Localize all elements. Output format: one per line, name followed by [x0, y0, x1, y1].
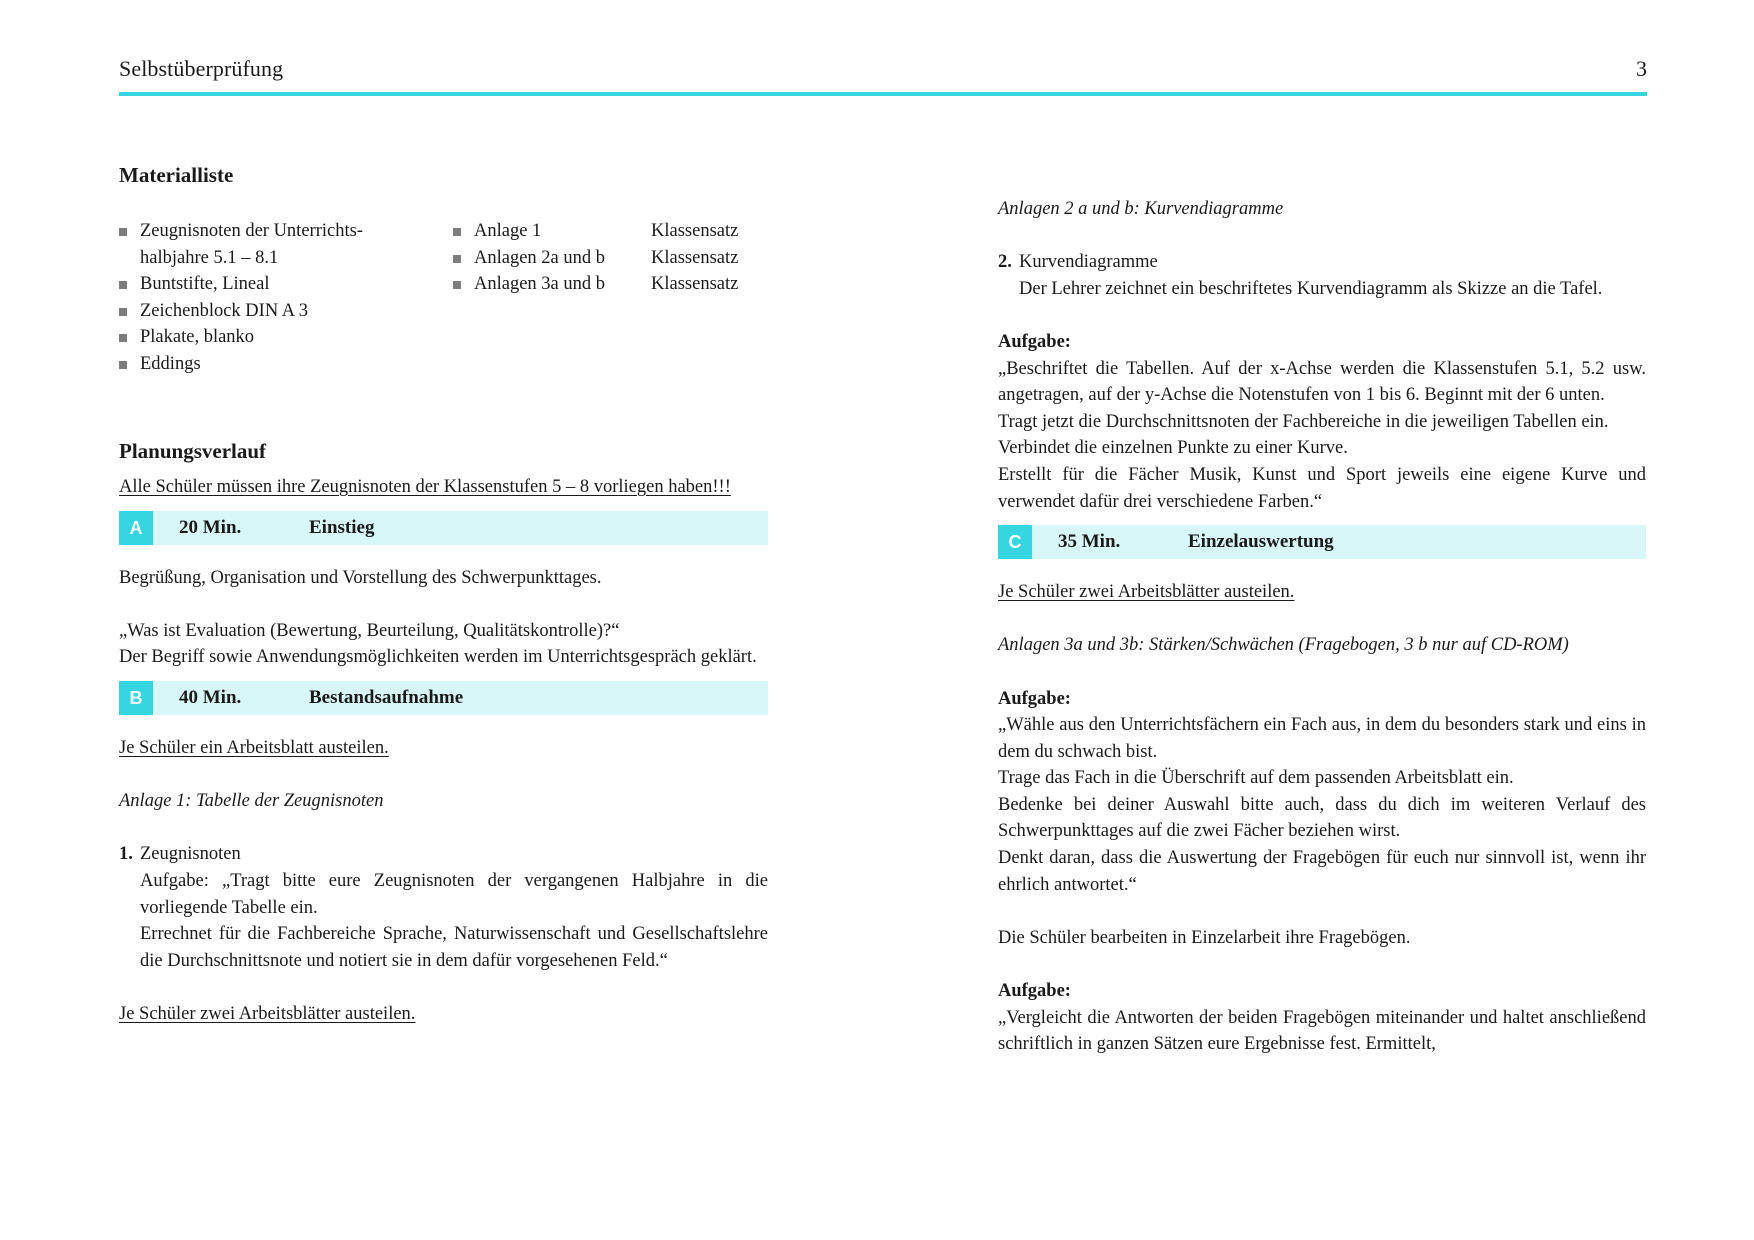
phase-a-bar — [119, 511, 768, 545]
materials-attachments — [453, 218, 653, 298]
left-column — [119, 160, 768, 1028]
planning-heading: Planungsverlauf — [119, 439, 267, 463]
square-bullet-icon — [119, 361, 127, 369]
planning-notice: Alle Schüler müssen ihre Zeugnisnoten der Klassenstufen 5 – 8 vorliegen haben!!! — [119, 477, 731, 497]
phase-a-question: „Was ist Evaluation (Bewertung, Beurteilung, Qualitätskontrolle)?“ — [119, 620, 620, 641]
step-title: Zeugnisnoten — [140, 844, 241, 865]
materials-general — [119, 218, 419, 378]
step-1 — [119, 841, 768, 974]
material-item: Zeugnisnoten der Unterrichts- halbjahre 5.1 – 8.1 — [119, 218, 419, 271]
step-task: Aufgabe: „Tragt bitte eure Zeugnisnoten der vergangenen Halbjahre in die vorliegende Tabelle ein. — [140, 870, 768, 918]
task-label: Aufgabe: — [998, 688, 1071, 709]
right-column — [998, 196, 1646, 1058]
task-line: Trage das Fach in die Überschrift auf dem passenden Arbeitsblatt ein. — [998, 768, 1514, 789]
materials-heading: Materialliste — [119, 163, 234, 187]
running-title: Selbstüberprüfung — [119, 56, 284, 81]
phase-duration: 35 Min. — [1058, 531, 1121, 553]
material-item: Plakate, blanko — [119, 324, 419, 351]
task-line: Bedenke bei deiner Auswahl bitte auch, dass du dich im weiteren Verlauf des Schwerpunkttages auf die zwei Fächer beziehen wirst. — [998, 794, 1646, 842]
step-title: Kurvendiagramme — [1019, 252, 1158, 273]
phase-c-attachment: Anlagen 3a und 3b: Stärken/Schwächen (Fragebogen, 3 b nur auf CD-ROM) — [998, 635, 1569, 656]
square-bullet-icon — [119, 281, 127, 289]
task-line: „Beschriftet die Tabellen. Auf der x-Achse werden die Klassenstufen 5.1, 5.2 usw. angetragen, auf der y-Achse die Notenstufen von 1 bis 6. Beginnt mit der 6 unten. — [998, 358, 1646, 406]
square-bullet-icon — [453, 228, 461, 236]
task-line: Verbindet die einzelnen Punkte zu einer Kurve. — [998, 438, 1348, 459]
phase-b-bar — [119, 681, 768, 715]
task-line: Erstellt für die Fächer Musik, Kunst und Sport jeweils eine eigene Kurve und verwendet dafür drei verschiedene Farben.“ — [998, 464, 1646, 512]
attachment-item: Anlagen 2a und b — [453, 245, 653, 272]
phase-b-handout: Je Schüler ein Arbeitsblatt austeilen. — [119, 737, 389, 758]
materials-amounts — [651, 218, 771, 298]
step-number: 2. — [998, 252, 1012, 273]
header-rule — [119, 92, 1647, 96]
phase-duration: 40 Min. — [179, 686, 242, 708]
step-2 — [998, 249, 1646, 302]
phase-name: Bestandsaufnahme — [309, 686, 464, 708]
phase-c-handout: Je Schüler zwei Arbeitsblätter austeilen. — [998, 582, 1295, 603]
task-line: Tragt jetzt die Durchschnittsnoten der Fachbereiche in die jeweiligen Tabellen ein. — [998, 411, 1609, 432]
material-item: Zeichenblock DIN A 3 — [119, 298, 419, 325]
square-bullet-icon — [119, 334, 127, 342]
material-item: Buntstifte, Lineal — [119, 271, 419, 298]
square-bullet-icon — [119, 228, 127, 236]
phase-b-handout-2: Je Schüler zwei Arbeitsblätter austeilen. — [119, 1003, 416, 1024]
task-text: „Vergleicht die Antworten der beiden Fragebögen miteinander und haltet anschließend schriftlich in ganzen Sätzen eure Ergebnisse fest. Ermittelt, — [998, 1007, 1646, 1055]
attachment-item: Anlage 1 — [453, 218, 653, 245]
step-text: Der Lehrer zeichnet ein beschriftetes Kurvendiagramm als Skizze an die Tafel. — [1019, 278, 1603, 299]
task-label: Aufgabe: — [998, 981, 1071, 1002]
phase-c-work-note: Die Schüler bearbeiten in Einzelarbeit ihre Fragebögen. — [998, 927, 1411, 948]
phase-name: Einzelauswertung — [1188, 531, 1334, 553]
material-item: Eddings — [119, 351, 419, 378]
phase-b-attachment-2: Anlagen 2 a und b: Kurvendiagramme — [998, 199, 1284, 219]
task-line: „Wähle aus den Unterrichtsfächern ein Fach aus, in dem du besonders stark und eins in dem du schwach bist. — [998, 715, 1646, 762]
attachment-amount: Klassensatz — [651, 274, 739, 295]
phase-letter-badge: C — [998, 525, 1032, 559]
task-label: Aufgabe: — [998, 331, 1071, 352]
square-bullet-icon — [453, 281, 461, 289]
attachment-amount: Klassensatz — [651, 247, 739, 268]
phase-letter-badge: A — [119, 511, 153, 545]
phase-letter-badge: B — [119, 681, 153, 715]
phase-b-attachment: Anlage 1: Tabelle der Zeugnisnoten — [119, 791, 384, 812]
phase-c-bar — [998, 525, 1646, 559]
phase-name: Einstieg — [309, 516, 375, 538]
page-number: 3 — [1636, 56, 1647, 81]
materials-list — [119, 218, 768, 378]
page-header — [119, 52, 1647, 96]
phase-duration: 20 Min. — [179, 516, 242, 538]
task-line: Denkt daran, dass die Auswertung der Fragebögen für euch nur sinnvoll ist, wenn ihr ehrlich antwortet.“ — [998, 848, 1646, 895]
step-task-continued: Errechnet für die Fachbereiche Sprache, Naturwissenschaft und Gesellschaftslehre die Durchschnittsnote und notiert sie in dem dafür vorgesehenen Feld.“ — [140, 924, 768, 971]
attachment-amount: Klassensatz — [651, 221, 739, 241]
square-bullet-icon — [119, 308, 127, 316]
attachment-item: Anlagen 3a und b — [453, 271, 653, 298]
phase-a-text: Begrüßung, Organisation und Vorstellung des Schwerpunkttages. — [119, 567, 602, 588]
step-number: 1. — [119, 844, 133, 865]
phase-a-explanation: Der Begriff sowie Anwendungsmöglichkeiten werden im Unterrichtsgespräch geklärt. — [119, 647, 757, 668]
square-bullet-icon — [453, 255, 461, 263]
